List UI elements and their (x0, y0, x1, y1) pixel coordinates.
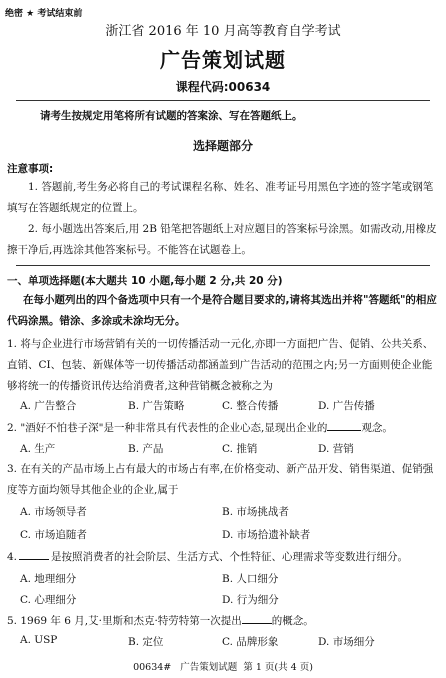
q4-option-b: B. 人口细分 (222, 573, 279, 585)
exam-name: 浙江省 2016 年 10 月高等教育自学考试 (105, 24, 341, 39)
section-title: 选择题部分 (192, 139, 253, 153)
q5-answer-blank (242, 613, 272, 624)
q2-option-d: D. 营销 (318, 443, 354, 455)
question-4-stem (7, 549, 408, 564)
q2-answer-blank (327, 420, 361, 431)
q1-option-c: C. 整合传播 (222, 400, 279, 412)
part1-heading: 一、单项选择题(本大题共 10 小题,每小题 2 分,共 20 分) (7, 275, 283, 287)
q5-stem-before: 5. 1969 年 6 月,艾·里斯和杰克·特劳特第一次提出 (7, 615, 242, 627)
question-5-stem (7, 613, 314, 628)
note-item-2: 2. 每小题选出答案后,用 2B 铅笔把答题纸上对应题目的答案标号涂黑。如需改动,用橡皮擦干净后,再选涂其他答案标号。不能答在试题卷上。 (7, 223, 437, 256)
header-divider (16, 100, 430, 101)
q2-option-a: A. 生产 (20, 443, 56, 455)
q5-option-b: B. 定位 (128, 636, 164, 648)
q4-option-c: C. 心理细分 (20, 594, 77, 606)
q3-option-a: A. 市场领导者 (20, 506, 87, 518)
part1-instruction: 在每小题列出的四个备选项中只有一个是符合题目要求的,请将其选出并将"答题纸"的相应代码涂黑。错涂、多涂或未涂均无分。 (7, 294, 437, 327)
q4-stem-after: 是按照消费者的社会阶层、生活方式、个性特征、心理需求等变数进行细分。 (51, 551, 409, 563)
q4-stem-before: 4. (7, 551, 18, 563)
q4-option-d: D. 行为细分 (222, 594, 279, 606)
confidential-label: 绝密 ★ 考试结束前 (5, 9, 83, 19)
q5-option-d: D. 市场细分 (318, 636, 375, 648)
note-item-1: 1. 答题前,考生务必将自己的考试课程名称、姓名、准考证号用黑色字迹的签字笔或钢笔填写在答题纸规定的位置上。 (7, 181, 434, 214)
q5-option-c: C. 品牌形象 (222, 636, 279, 648)
q4-option-a: A. 地理细分 (20, 573, 77, 585)
q1-option-d: D. 广告传播 (318, 400, 375, 412)
notes-divider (16, 265, 430, 266)
question-2-stem (7, 420, 393, 435)
question-3-stem: 3. 在有关的产品市场上占有最大的市场占有率,在价格变动、新产品开发、销售渠道、促销强度等方面均领导其他企业的企业,属于 (7, 463, 434, 496)
q2-stem-before: 2. "酒好不怕巷子深"是一种非常具有代表性的企业心态,显现出企业的 (7, 422, 328, 434)
q1-option-b: B. 广告策略 (128, 400, 185, 412)
q3-option-d: D. 市场拾遗补缺者 (222, 529, 311, 541)
q3-option-c: C. 市场追随者 (20, 529, 87, 541)
course-code: 课程代码:00634 (175, 80, 271, 94)
page-title: 广告策划试题 (160, 48, 286, 72)
answer-notice: 请考生按规定用笔将所有试题的答案涂、写在答题纸上。 (40, 110, 303, 122)
page-footer: 00634# 广告策划试题 第 1 页(共 4 页) (133, 662, 313, 673)
q1-option-a: A. 广告整合 (20, 400, 77, 412)
q5-stem-after: 的概念。 (271, 615, 314, 627)
q2-stem-after: 观念。 (361, 422, 393, 434)
q4-answer-blank (19, 549, 49, 560)
q2-option-b: B. 产品 (128, 443, 164, 455)
notes-heading: 注意事项: (7, 163, 54, 175)
q5-option-a: A. USP (20, 634, 58, 646)
question-1-stem: 1. 将与企业进行市场营销有关的一切传播活动一元化,亦即一方面把广告、促销、公共关系、直销、CI、包装、新媒体等一切传播活动都涵盖到广告活动的范围之内;另一方面则使企业能够将统一的传播资讯传达给消费者,这种营销概念被称之为 (7, 338, 434, 392)
q3-option-b: B. 市场挑战者 (222, 506, 289, 518)
q2-option-c: C. 推销 (222, 443, 258, 455)
